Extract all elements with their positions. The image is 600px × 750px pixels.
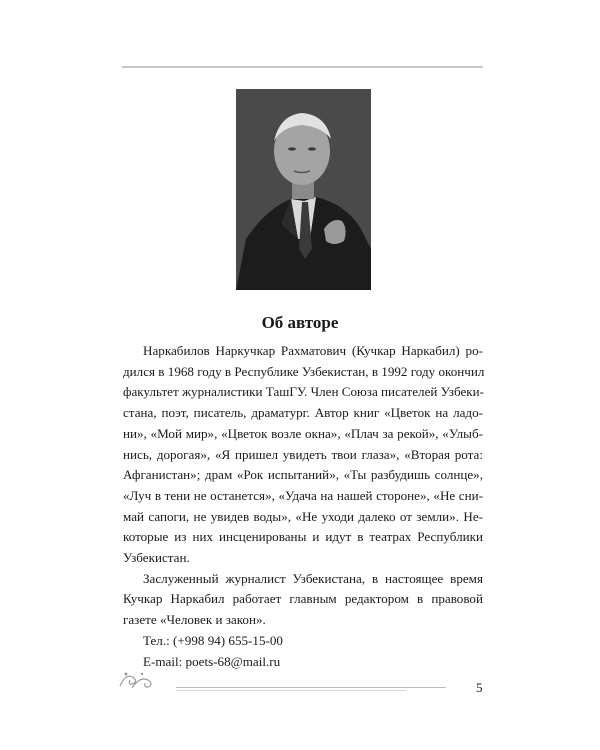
text-line: стана, поэт, писатель, драматург. Автор книг «Цветок на ладо-: [123, 405, 483, 421]
text-line: «Луч в тени не останется», «Удача на нашей стороне», «Не сни-: [123, 487, 483, 503]
body-text: [123, 341, 483, 672]
email-line: E-mail: poets-68@mail.ru: [143, 653, 281, 669]
text-line: дился в 1968 году в Республике Узбекистан, в 1992 году окончил: [123, 363, 485, 379]
text-line: ни», «Мой мир», «Цветок возле окна», «Плач за рекой», «Улыб-: [123, 425, 483, 441]
text-line: Афганистан»; драм «Рок испытаний», «Ты разбудишь солнце»,: [123, 467, 483, 483]
top-rule: [122, 66, 483, 68]
section-heading: Об авторе: [261, 313, 339, 332]
text-line: Заслуженный журналист Узбекистана, в настоящее время: [143, 570, 483, 586]
ornament-icon: [118, 668, 156, 690]
paragraph-2: [123, 569, 483, 631]
page-number: 5: [476, 680, 483, 695]
text-line: газете «Человек и закон».: [123, 612, 266, 628]
footer-rule: [176, 690, 406, 691]
phone-line: Тел.: (+998 94) 655-15-00: [143, 632, 283, 648]
text-line: нись, дорогая», «Я пришел увидеть твои глаза», «Вторая рота:: [123, 446, 483, 462]
text-line: Кучкар Наркабил работает главным редактором в правовой: [123, 591, 483, 607]
text-line: Узбекистан.: [123, 550, 190, 566]
author-photo: [236, 89, 371, 290]
text-line: факультет журналистики ТашГУ. Член Союза писателей Узбеки-: [123, 384, 484, 400]
paragraph-1: [123, 341, 483, 569]
footer-rule: [176, 687, 446, 688]
text-line: которые из них инсценированы и идут в театрах Республики: [123, 529, 483, 545]
text-line: май сапоги, не увидев воды», «Не уходи далеко от земли». Не-: [123, 508, 483, 524]
text-line: Наркабилов Наркучкар Рахматович (Кучкар Наркабил) ро-: [143, 343, 483, 358]
